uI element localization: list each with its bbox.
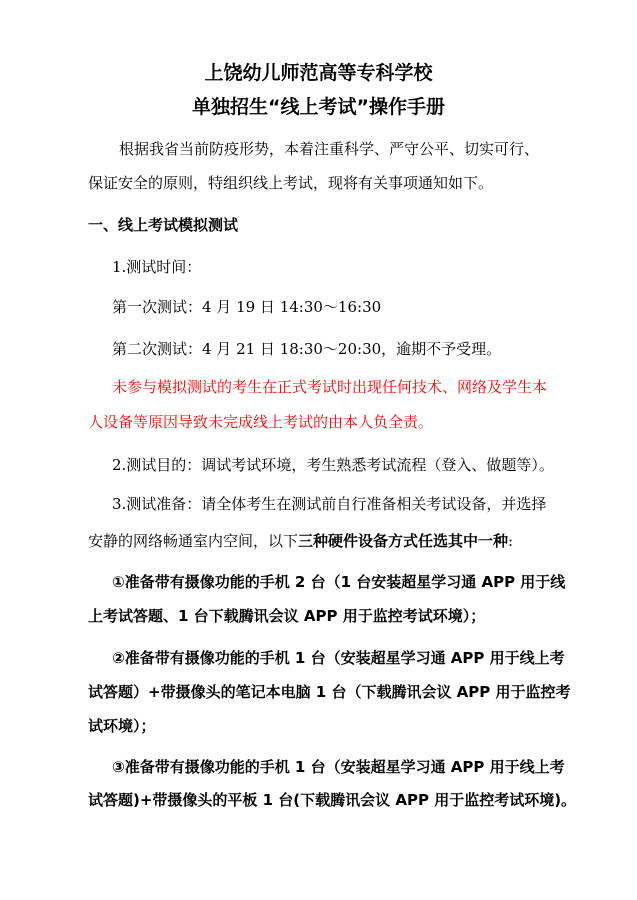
- option-1-line-2: 上考试答题、1 台下载腾讯会议 APP 用于监控考试环境）；: [88, 607, 486, 625]
- prep-line-2-text: 安静的网络畅通室内空间，以下: [88, 532, 299, 550]
- option-1-line-1: ①准备带有摄像功能的手机 2 台（1 台安装超星学习通 APP 用于线: [112, 573, 566, 591]
- prep-emphasis: 三种硬件设备方式任选其中一种: [298, 532, 509, 550]
- first-test-time: 第一次测试：4 月 19 日 14:30～16:30: [112, 298, 382, 316]
- intro-line-1: 根据我省当前防疫形势，本着注重科学、严守公平、切实可行、: [119, 140, 540, 158]
- option-2-line-1: ②准备带有摄像功能的手机 1 台（安装超星学习通 APP 用于线上考: [112, 649, 565, 667]
- prep-colon: :: [508, 532, 514, 550]
- warning-line-1: 未参与模拟测试的考生在正式考试时出现任何技术、网络及学生本: [112, 378, 548, 396]
- intro-line-2: 保证安全的原则，特组织线上考试，现将有关事项通知如下。: [88, 174, 494, 192]
- second-test-time: 第二次测试：4 月 21 日 18:30～20:30，逾期不予受理。: [112, 340, 502, 358]
- warning-line-2: 人设备等原因导致未完成线上考试的由本人负全责。: [88, 413, 434, 431]
- test-purpose: 2.测试目的：调试考试环境，考生熟悉考试流程（登入、做题等）。: [112, 456, 554, 474]
- intro-paragraph: [0, 139, 637, 159]
- prep-line-1: 3.测试准备：请全体考生在测试前自行准备相关考试设备，并选择: [112, 495, 547, 513]
- section-heading: 一、线上考试模拟测试: [88, 216, 239, 234]
- prep-line-2: [0, 531, 637, 551]
- option-2-line-3: 试环境）；: [88, 717, 156, 735]
- option-3-line-2: 试答题)+带摄像头的平板 1 台(下载腾讯会议 APP 用于监控考试环境)。: [88, 791, 577, 809]
- option-3-line-1: ③准备带有摄像功能的手机 1 台（安装超星学习通 APP 用于线上考: [112, 758, 565, 776]
- option-2-line-2: 试答题）+带摄像头的笔记本电脑 1 台（下载腾讯会议 APP 用于监控考: [88, 683, 571, 701]
- document-title-school: 上饶幼儿师范高等专科学校: [204, 62, 433, 84]
- document-title-manual: 单独招生“线上考试”操作手册: [192, 96, 445, 118]
- test-time-label: 1.测试时间：: [112, 258, 202, 276]
